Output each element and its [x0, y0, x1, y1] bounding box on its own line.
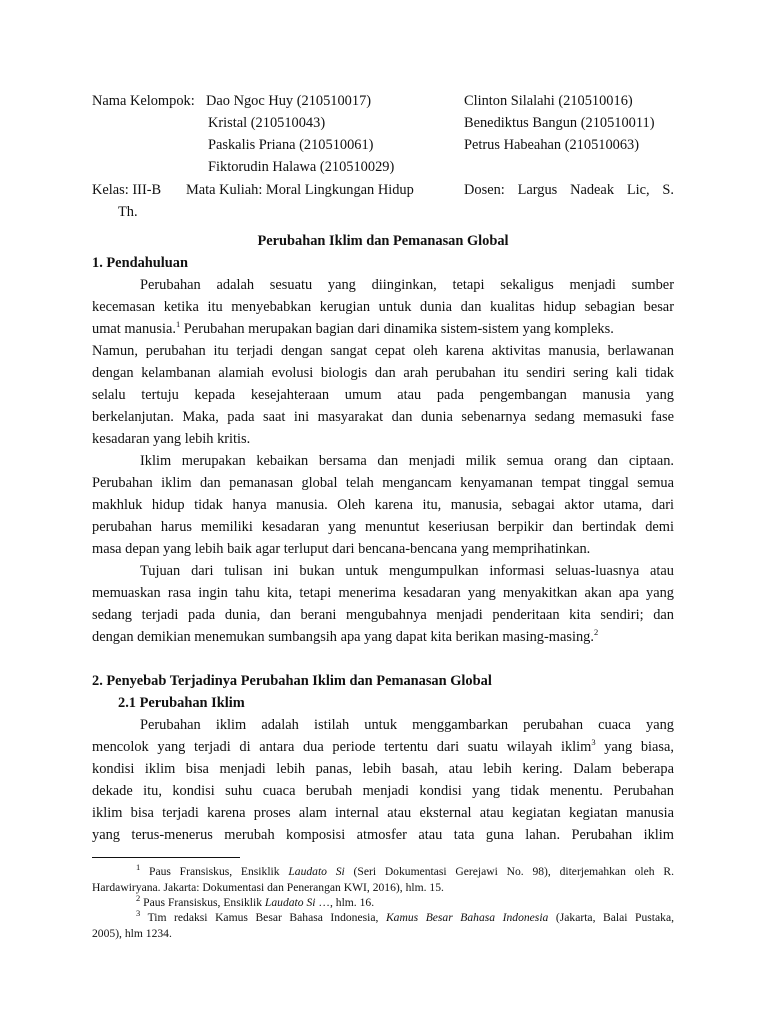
member-7: Petrus Habeahan (210510063): [464, 137, 640, 153]
footnote-1: $^1$ Paus Fransiskus, Ensiklik Laudato Si (Seri Dokumentasi Gerejawi No. 98), diterjemahkan oleh R.: [136, 862, 674, 878]
footnote-divider: [92, 857, 240, 858]
paragraph-line: dengan kelambanan alamiah evolusi biologis dan arah perubahan itu sendiri sering kali tidak: [92, 365, 674, 381]
paragraph-line: mencolok yang terjadi di antara dua periode tertentu dari suatu wilayah iklim$^3$ yang biasa,: [92, 737, 674, 755]
paragraph-line: Tujuan dari tulisan ini bukan untuk mengumpulkan informasi seluas-luasnya atau: [140, 563, 674, 579]
paragraph-line: selalu tertuju kepada kesejahteraan umum atau pada pengembangan manusia yang: [92, 387, 674, 403]
paragraph-line: Perubahan iklim dan pemanasan global telah mengancam kenyamanan tempat tinggal semua: [92, 475, 674, 491]
paragraph-line: Namun, perubahan itu terjadi dengan sangat cepat oleh karena aktivitas manusia, berlawanan: [92, 343, 674, 359]
paragraph-line: memuaskan rasa ingin tahu kita, tetapi menerima kesadaran yang menyakitkan akan apa yang: [92, 585, 674, 601]
paragraph-line: iklim bisa terjadi karena proses alam internal atau eksternal atau kegiatan kegiatan manusia: [92, 805, 674, 821]
section-1-heading: 1. Pendahuluan: [92, 255, 188, 271]
member-5: Clinton Silalahi (210510016): [464, 93, 633, 109]
paragraph-line: berkelanjutan. Maka, pada saat ini masyarakat dan dunia sebenarnya sedang memasuki fase: [92, 409, 674, 425]
mata-kuliah-label: Mata Kuliah: Moral Lingkungan Hidup: [186, 182, 414, 198]
member-4: Fiktorudin Halawa (210510029): [208, 159, 395, 175]
member-2: Kristal (210510043): [208, 115, 326, 131]
paragraph-line: sedang terjadi pada dunia, dan berani mengubahnya menjadi penderitaan kita sendiri; dan: [92, 607, 674, 623]
document-title: Perubahan Iklim dan Pemanasan Global: [257, 233, 509, 249]
paragraph-line: yang terus-menerus merubah komposisi atmosfer atau tata guna lahan. Perubahan iklim: [92, 827, 674, 843]
kelas-label: Kelas: III-B: [92, 182, 162, 198]
subsection-2-1-heading: 2.1 Perubahan Iklim: [118, 695, 245, 711]
paragraph-line: umat manusia.$^1$ Perubahan merupakan bagian dari dinamika sistem-sistem yang kompleks.: [92, 319, 614, 337]
section-2-heading: 2. Penyebab Terjadinya Perubahan Iklim dan Pemanasan Global: [92, 673, 492, 689]
paragraph-line: Perubahan adalah sesuatu yang diinginkan, tetapi sekaligus menjadi sumber: [140, 277, 674, 293]
footnote-ref-1[interactable]: 1: [175, 319, 181, 330]
paragraph-line: Iklim merupakan kebaikan bersama dan menjadi milik semua orang dan ciptaan.: [140, 453, 674, 469]
footnote-ref-2[interactable]: 2: [593, 627, 599, 638]
paragraph-line: Perubahan iklim adalah istilah untuk menggambarkan perubahan cuaca yang: [140, 717, 674, 733]
paragraph-line: dengan demikian menemukan sumbangsih apa yang dapat kita berikan masing-masing.$^2$: [92, 627, 599, 645]
paragraph-line: perubahan harus memiliki kesadaran yang menuntut keseriusan berpikir dan bertindak demi: [92, 519, 674, 535]
dosen-label: Dosen: Largus Nadeak Lic, S.: [464, 182, 674, 198]
footnote-1-cont: Hardawiryana. Jakarta: Dokumentasi dan Penerangan KWI, 2016), hlm. 15.: [92, 881, 444, 894]
group-label: Nama Kelompok:: [92, 93, 195, 109]
footnote-3: $^3$ Tim redaksi Kamus Besar Bahasa Indonesia, Kamus Besar Bahasa Indonesia (Jakarta, Balai Pustaka,: [136, 908, 674, 924]
paragraph-line: dekade itu, kondisi suhu cuaca berubah menjadi kondisi yang tidak menentu. Perubahan: [92, 783, 674, 799]
footnote-ref-3[interactable]: 3: [591, 737, 596, 748]
paragraph-line: kecemasan ketika itu menyebabkan kerugian untuk dunia dan kualitas hidup sebagian besar: [92, 299, 674, 315]
paragraph-line: masa depan yang lebih baik agar terluput dari bencana-bencana yang memprihatinkan.: [92, 541, 591, 557]
footnote-2: $^2$ Paus Fransiskus, Ensiklik Laudato Si …, hlm. 16.: [136, 893, 375, 909]
member-6: Benediktus Bangun (210510011): [464, 115, 655, 131]
dosen-label-cont: Th.: [118, 204, 138, 220]
paragraph-line: kesadaran yang lebih kritis.: [92, 431, 251, 447]
footnote-3-cont: 2005), hlm 1234.: [92, 927, 172, 940]
paragraph-line: kondisi iklim bisa menjadi lebih panas, lebih basah, atau lebih kering. Dalam beberapa: [92, 761, 674, 777]
member-1: Dao Ngoc Huy (210510017): [206, 93, 372, 109]
paragraph-line: makhluk hidup tidak hanya manusia. Oleh karena itu, manusia, sebagai aktor utama, dari: [92, 497, 674, 513]
member-3: Paskalis Priana (210510061): [208, 137, 374, 153]
